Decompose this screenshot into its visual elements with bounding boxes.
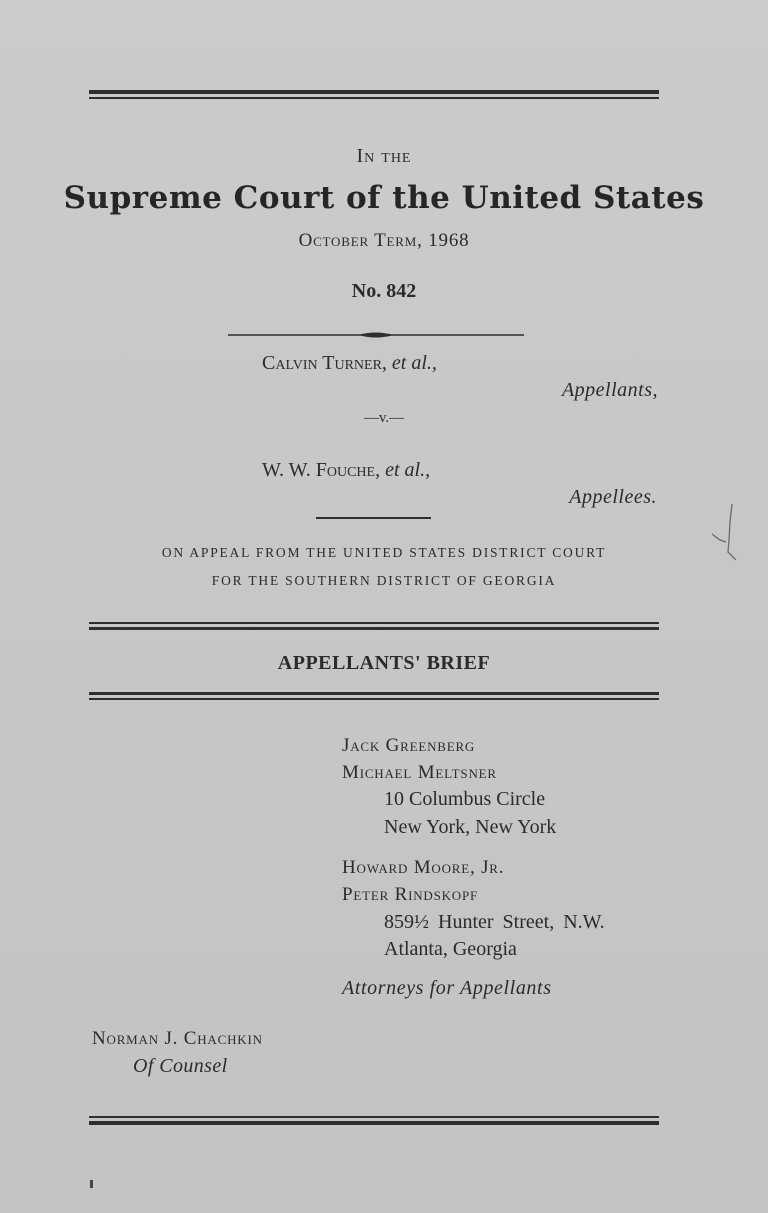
in-the-heading: In the [356, 145, 412, 167]
bottom-rule-thin [89, 1116, 659, 1118]
appellee-etal: et al., [385, 459, 431, 481]
attorney-meltsner: Michael Meltsner [342, 762, 497, 783]
attorney-rindskopf: Peter Rindskopf [342, 884, 479, 905]
versus: —v.— [363, 410, 405, 426]
title-rule-top-a [89, 622, 659, 624]
top-rule-thick [89, 90, 659, 94]
title-rule-top-b [89, 627, 659, 630]
case-number: No. 842 [351, 280, 417, 302]
appeal-line-2: FOR THE SOUTHERN DISTRICT OF GEORGIA [211, 573, 557, 588]
short-rule [316, 517, 431, 519]
appellant-name: Calvin Turner, [262, 352, 387, 374]
appellee-line [262, 459, 430, 482]
address-ny-line-2: New York, New York [384, 816, 557, 838]
counsel-name: Norman J. Chachkin [92, 1028, 263, 1049]
title-rule-bottom-a [89, 692, 659, 695]
attorney-moore: Howard Moore, Jr. [342, 857, 505, 878]
address-atl-line-1: 859½ Hunter Street, N.W. [384, 911, 605, 933]
brief-title: APPELLANTS' BRIEF [277, 652, 491, 674]
ornament-rule [228, 330, 524, 340]
court-name: Supreme Court of the United States [63, 180, 705, 216]
top-rule-thin [89, 97, 659, 99]
appellee-name: W. W. Fouche, [262, 459, 381, 481]
address-atl-line-2: Atlanta, Georgia [384, 938, 517, 960]
specks [90, 1180, 93, 1188]
appellant-etal: et al., [391, 352, 437, 374]
attorneys-role: Attorneys for Appellants [342, 977, 552, 999]
bottom-rule-thick [89, 1121, 659, 1125]
term-line: October Term, 1968 [298, 230, 470, 251]
attorney-greenberg: Jack Greenberg [342, 735, 476, 756]
address-ny-line-1: 10 Columbus Circle [384, 788, 546, 810]
appellant-line [262, 352, 437, 375]
title-rule-bottom-b [89, 698, 659, 700]
pencil-mark-icon [700, 500, 750, 570]
counsel-role: Of Counsel [133, 1055, 228, 1077]
appellant-role: Appellants, [561, 379, 658, 401]
appeal-line-1: ON APPEAL FROM THE UNITED STATES DISTRICT COURT [161, 545, 607, 560]
appellee-role: Appellees. [569, 486, 657, 508]
